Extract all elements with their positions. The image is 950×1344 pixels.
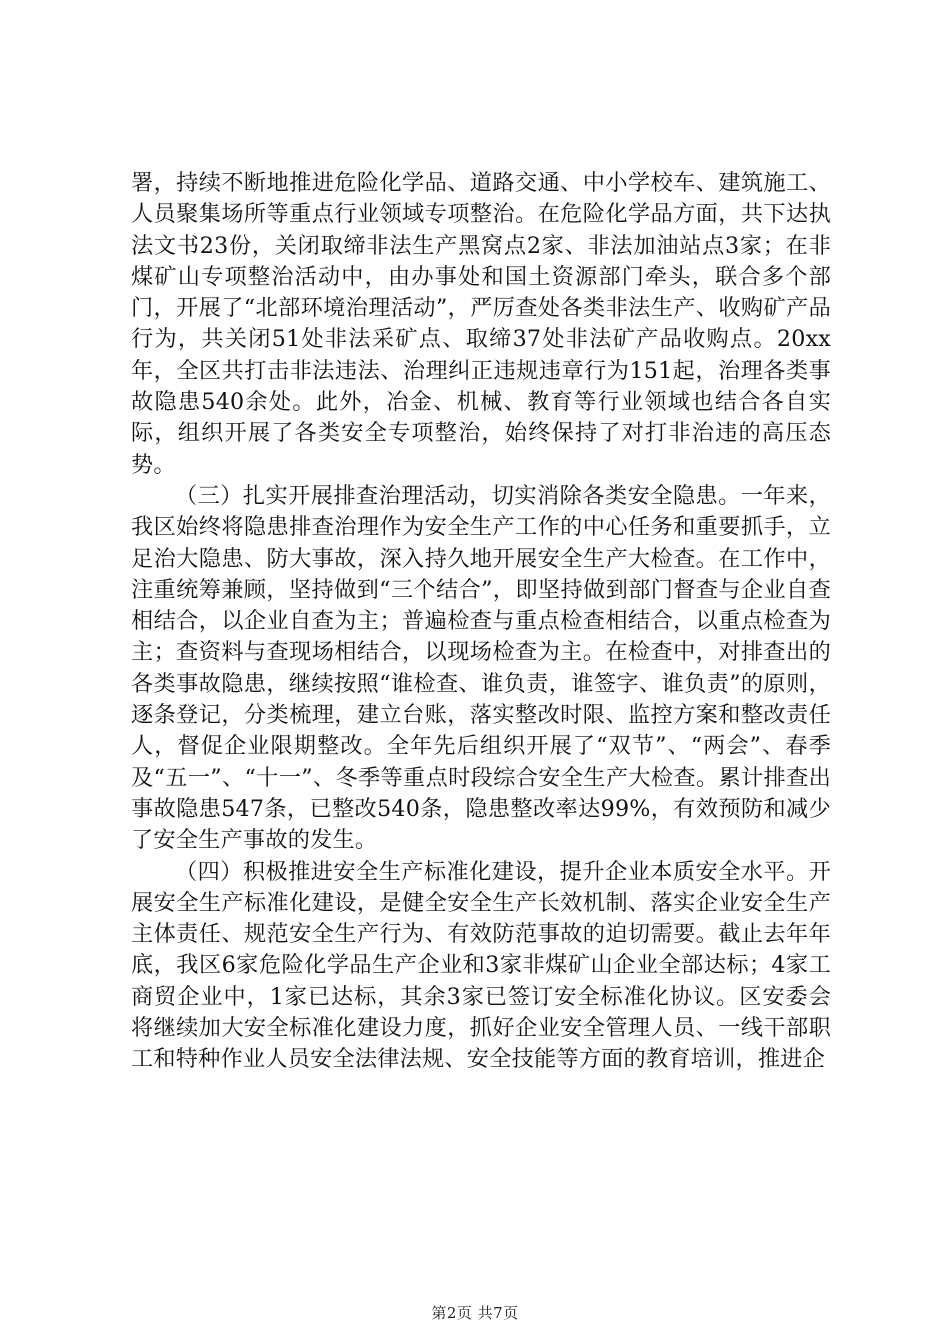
paragraph-section-3: （三）扎实开展排查治理活动，切实消除各类安全隐患。一年来，我区始终将隐患排查治理作为安全生产工作的中心任务和重要抓手，立足治大隐患、防大事故，深入持久地开展安全生产大检查。在工作中，注重统筹兼顾，坚持做到“三个结合”，即坚持做到部门督查与企业自查相结合，以企业自查为主；普遍检查与重点检查相结合，以重点检查为主；查资料与查现场相结合，以现场检查为主。在检查中，对排查出的各类事故隐患，继续按照“谁检查、谁负责，谁签字、谁负责”的原则，逐条登记，分类梳理，建立台账，落实整改时限、监控方案和整改责任人，督促企业限期整改。全年先后组织开展了“双节”、“两会”、春季及“五一”、“十一”、冬季等重点时段综合安全生产大检查。累计排查出事故隐患547条，已整改540条，隐患整改率达99%，有效预防和减少了安全生产事故的发生。 (131, 482, 831, 854)
paragraph-continuation: 署，持续不断地推进危险化学品、道路交通、中小学校车、建筑施工、人员聚集场所等重点行业领域专项整治。在危险化学品方面，共下达执法文书23份，关闭取缔非法生产黑窝点2家、非法加油站点3家；在非煤矿山专项整治活动中，由办事处和国土资源部门牵头，联合多个部门，开展了“北部环境治理活动”，严厉查处各类非法生产、收购矿产品行为，共关闭51处非法采矿点、取缔37处非法矿产品收购点。20xx年，全区共打击非法违法、治理纠正违规违章行为151起，治理各类事故隐患540余处。此外，冶金、机械、教育等行业领域也结合各自实际，组织开展了各类安全专项整治，始终保持了对打非治违的高压态势。 (131, 170, 831, 478)
document-body (131, 168, 831, 1076)
paragraph-section-4: （四）积极推进安全生产标准化建设，提升企业本质安全水平。开展安全生产标准化建设，是健全安全生产长效机制、落实企业安全生产主体责任、规范安全生产行为、有效防范事故的迫切需要。截止去年年底，我区6家危险化学品生产企业和3家非煤矿山企业全部达标；4家工商贸企业中，1家已达标，其余3家已签订安全标准化协议。区安委会将继续加大安全标准化建设力度，抓好企业安全管理人员、一线干部职工和特种作业人员安全法律法规、安全技能等方面的教育培训，推进企 (131, 858, 831, 1073)
page-footer: 第2页 共7页 (431, 1304, 519, 1322)
